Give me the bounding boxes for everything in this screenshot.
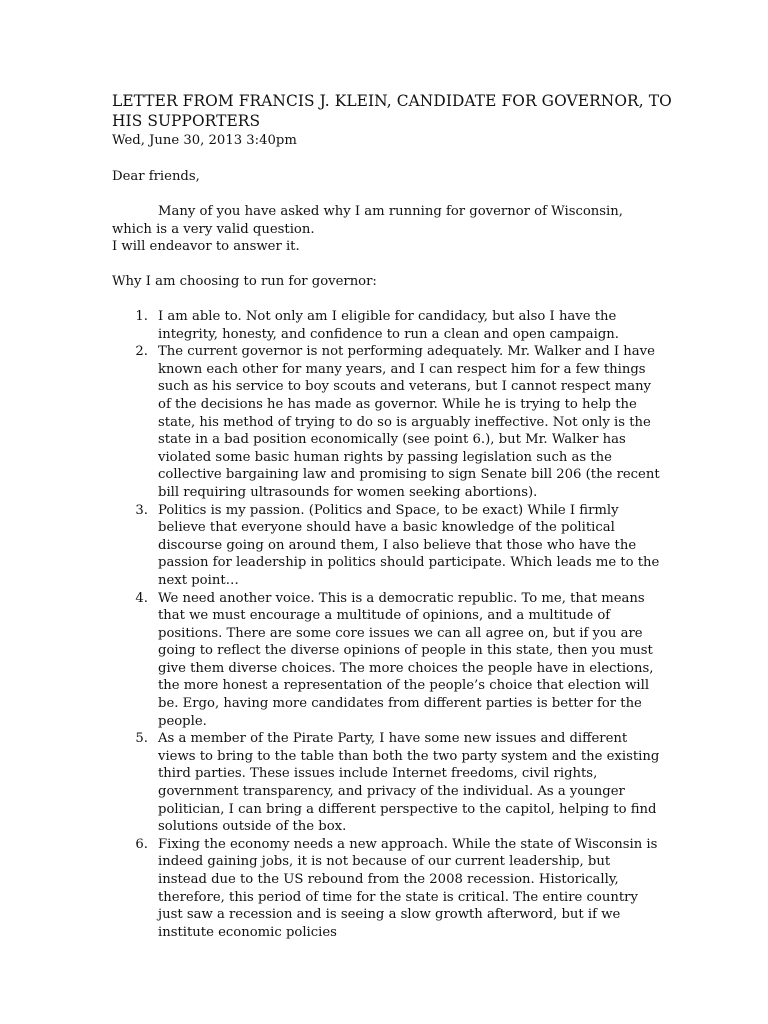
list-item — [112, 836, 660, 942]
list-item — [112, 590, 660, 731]
intro-paragraph — [112, 203, 656, 256]
list-item-text: The current governor is not performing adequately. Mr. Walker and I have known each other for many years, and I can respect him for a few things such as his service to boy scouts and veterans, but I cannot respect many of the decisions he has made as governor. While he is trying to help the state, his method of trying to do so is arguably ineffective. Not only is the state in a bad position economically (see point 6.), but Mr. Walker has violated some basic human rights by passing legislation such as the collective bargaining law and promising to sign Senate bill 206 (the recent bill requiring ultrasounds for women seeking abortions). — [158, 344, 660, 500]
list-item-text: Fixing the economy needs a new approach. While the state of Wisconsin is indeed gaining jobs, it is not because of our current leadership, but instead due to the US rebound from the 2008 recession. Historically, therefore, this period of time for the state is critical. The entire country just saw a recession and is seeing a slow growth afterword, but if we institute economic policies — [158, 836, 658, 940]
letter-date: Wed, June 30, 2013 3:40pm — [112, 133, 297, 148]
letter-title: LETTER FROM FRANCIS J. KLEIN, CANDIDATE FOR GOVERNOR, TO HIS SUPPORTERS — [112, 92, 672, 130]
list-item-text: Politics is my passion. (Politics and Space, to be exact) While I firmly believe that everyone should have a basic knowledge of the political discourse going on around them, I also believe that those who have the passion for leadership in politics should participate. Which leads me to the next point… — [158, 502, 660, 588]
list-item — [112, 343, 660, 501]
intro-line-2: I will endeavor to answer it. — [112, 239, 300, 255]
list-item-text: We need another voice. This is a democratic republic. To me, that means that we must encourage a multitude of opinions, and a multitude of positions. There are some core issues we can all agree on, but if you are going to reflect the diverse opinions of people in this state, then you must give them diverse choices. The more choices the people have in elections, the more honest a representation of the people’s choice that election will be. Ergo, having more candidates from different parties is better for the people. — [158, 590, 654, 729]
list-item-number: 5. — [135, 731, 148, 747]
reasons-list — [112, 308, 660, 941]
intro-line-1 — [112, 203, 656, 238]
list-item-number: 2. — [135, 344, 148, 360]
list-item-number: 4. — [135, 590, 148, 606]
list-item-number: 6. — [135, 836, 148, 852]
list-item — [112, 502, 660, 590]
list-item — [112, 730, 660, 836]
list-item-number: 3. — [135, 502, 148, 518]
list-item-text: I am able to. Not only am I eligible for candidacy, but also I have the integrity, honesty, and confidence to run a clean and open campaign. — [158, 309, 619, 342]
reasons-heading: Why I am choosing to run for governor: — [112, 274, 377, 289]
list-item — [112, 308, 660, 343]
list-item-number: 1. — [135, 309, 148, 324]
salutation: Dear friends, — [112, 169, 200, 184]
intro-text: Many of you have asked why I am running for governor of Wisconsin, which is a very valid question. — [112, 204, 623, 237]
list-item-text: As a member of the Pirate Party, I have some new issues and different views to bring to the table than both the two party system and the existing third parties. These issues include Internet freedoms, civil rights, government transparency, and privacy of the individual. As a younger politician, I can bring a different perspective to the capitol, helping to find solutions outside of the box. — [158, 731, 660, 835]
